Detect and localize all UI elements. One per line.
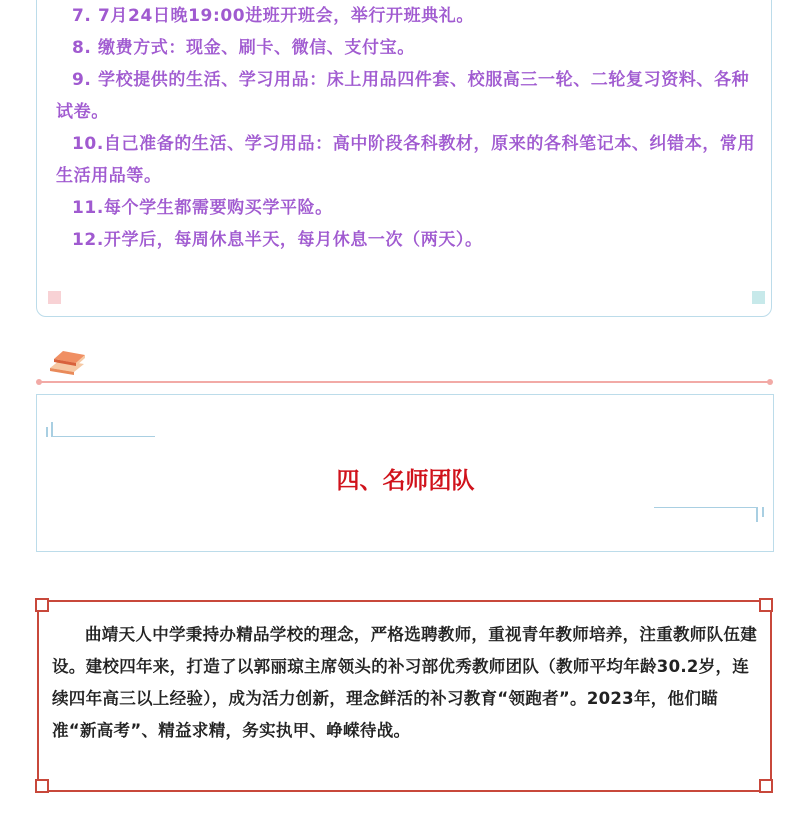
list-item: 9. 学校提供的生活、学习用品：床上用品四件套、校服高三一轮、二轮复习资料、各种试卷。 <box>56 70 750 122</box>
pink-square-ornament <box>48 291 61 304</box>
teal-square-ornament <box>752 291 765 304</box>
frame-corner <box>35 779 49 793</box>
frame-corner <box>759 779 773 793</box>
list-item: 10.自己准备的生活、学习用品：高中阶段各科教材，原来的各科笔记本、纠错本，常用生活用品等。 <box>56 134 756 186</box>
section-divider <box>38 381 771 383</box>
corner-accent-top-left <box>44 420 159 440</box>
corner-accent-bottom-right <box>652 504 767 524</box>
list-item: 12.开学后，每周休息半天，每月休息一次（两天）。 <box>72 230 483 250</box>
list-item: 7. 7月24日晚19:00进班开班会，举行开班典礼。 <box>72 6 475 26</box>
list-item: 11.每个学生都需要购买学平险。 <box>72 198 333 218</box>
notice-list <box>56 0 756 256</box>
list-item: 8. 缴费方式：现金、刷卡、微信、支付宝。 <box>72 38 415 58</box>
frame-corner <box>35 598 49 612</box>
teacher-intro-paragraph: 曲靖天人中学秉持办精品学校的理念，严格选聘教师，重视青年教师培养，注重教师队伍建设。建校四年来，打造了以郭丽琼主席领头的补习部优秀教师团队（教师平均年龄30.2岁，连续四年高三以上经验），成为活力创新，理念鲜活的补习教育“领跑者”。2023年，他们瞄准“新高考”、精益求精，务实执甲、峥嵘待战。 <box>52 625 757 740</box>
section-heading: 四、名师团队 <box>336 468 475 494</box>
book-stack-icon <box>44 346 88 380</box>
frame-corner <box>759 598 773 612</box>
